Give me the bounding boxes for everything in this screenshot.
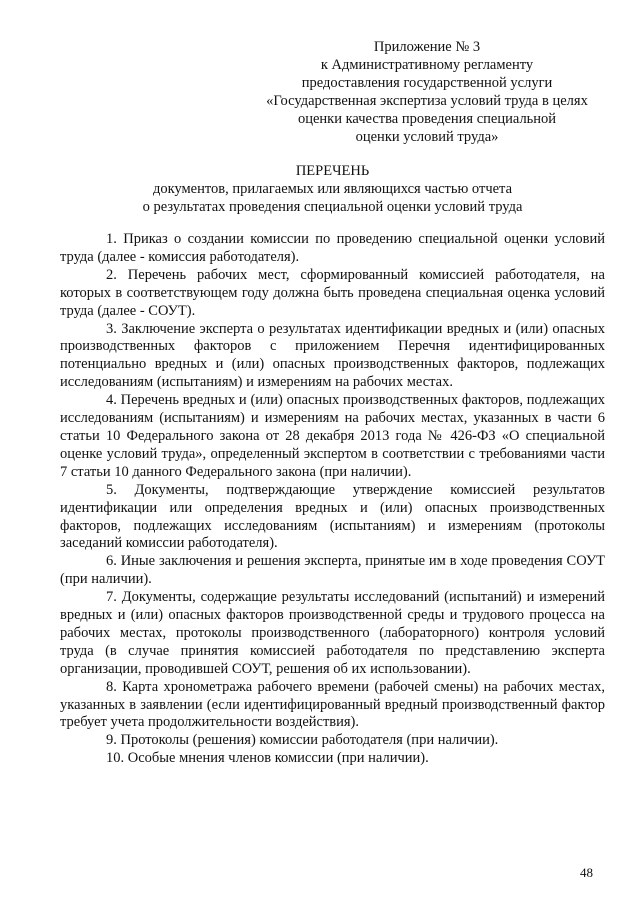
list-item: 10. Особые мнения членов комиссии (при наличии). (106, 750, 429, 767)
list-item: 6. Иные заключения и решения эксперта, принятые им в ходе проведения СОУТ (при наличии). (60, 553, 605, 588)
document-list (60, 231, 605, 768)
page-number: 48 (580, 865, 593, 880)
appendix-line: Приложение № 3 (373, 39, 481, 55)
appendix-line: оценки качества проведения специальной (297, 111, 557, 127)
list-item: 5. Документы, подтверждающие утверждение комиссией результатов идентификации или определения вредных и (или) опасных производственных факторов, подлежащих исследованиям (испытаниям) и измерениям (протоколы заседаний комиссии работодателя). (60, 481, 605, 552)
appendix-line: оценки условий труда» (355, 129, 499, 145)
subtitle-line: документов, прилагаемых или являющихся частью отчета (152, 181, 513, 197)
list-item: 9. Протоколы (решения) комиссии работодателя (при наличии). (106, 732, 499, 749)
list-item: 4. Перечень вредных и (или) опасных производственных факторов, подлежащих исследованиям (испытаниям) и измерениям на рабочих местах, указанных в части 6 статьи 10 Федерального закона от 28 декабря 2013 года № 426-ФЗ «О специальной оценке условий труда», определенный экспертом в соответствии с требованиями части 7 статьи 10 данного Федерального закона (при наличии). (60, 392, 605, 480)
list-item: 1. Приказ о создании комиссии по проведению специальной оценки условий труда (далее - комиссия работодателя). (60, 231, 605, 265)
appendix-line: к Административному регламенту (320, 57, 534, 73)
list-item: 7. Документы, содержащие результаты исследований (испытаний) и измерений вредных и (или) опасных факторов производственной среды и трудового процесса на рабочих местах, протоколы производственного (лабораторного) контроля условий труда (в случае принятия комиссией работодателя по представлению эксперта организации, проводившей СОУТ, решения об их использовании). (60, 589, 605, 677)
appendix-line: «Государственная экспертиза условий труда в целях (266, 93, 588, 109)
list-item: 2. Перечень рабочих мест, сформированный комиссией работодателя, на которых в соответствующем году должна быть проведена специальная оценка условий труда (далее - СОУТ). (60, 266, 605, 319)
list-item: 8. Карта хронометража рабочего времени (рабочей смены) на рабочих местах, указанных в заявлении (если идентифицированный вредный производственный фактор требует учета продолжительности воздействия). (60, 678, 605, 731)
document-subtitle (60, 180, 605, 216)
document-title: ПЕРЕЧЕНЬ (295, 163, 370, 179)
appendix-line: предоставления государственной услуги (301, 75, 553, 91)
subtitle-line: о результатах проведения специальной оценки условий труда (142, 199, 523, 215)
list-item: 3. Заключение эксперта о результатах идентификации вредных и (или) опасных производственных факторов с приложением Перечня идентифицированных потенциально вредных и (или) опасных производственных факторов, подлежащих исследованиям (испытаниям) и измерениям на рабочих местах. (60, 320, 605, 391)
appendix-header (247, 38, 607, 146)
